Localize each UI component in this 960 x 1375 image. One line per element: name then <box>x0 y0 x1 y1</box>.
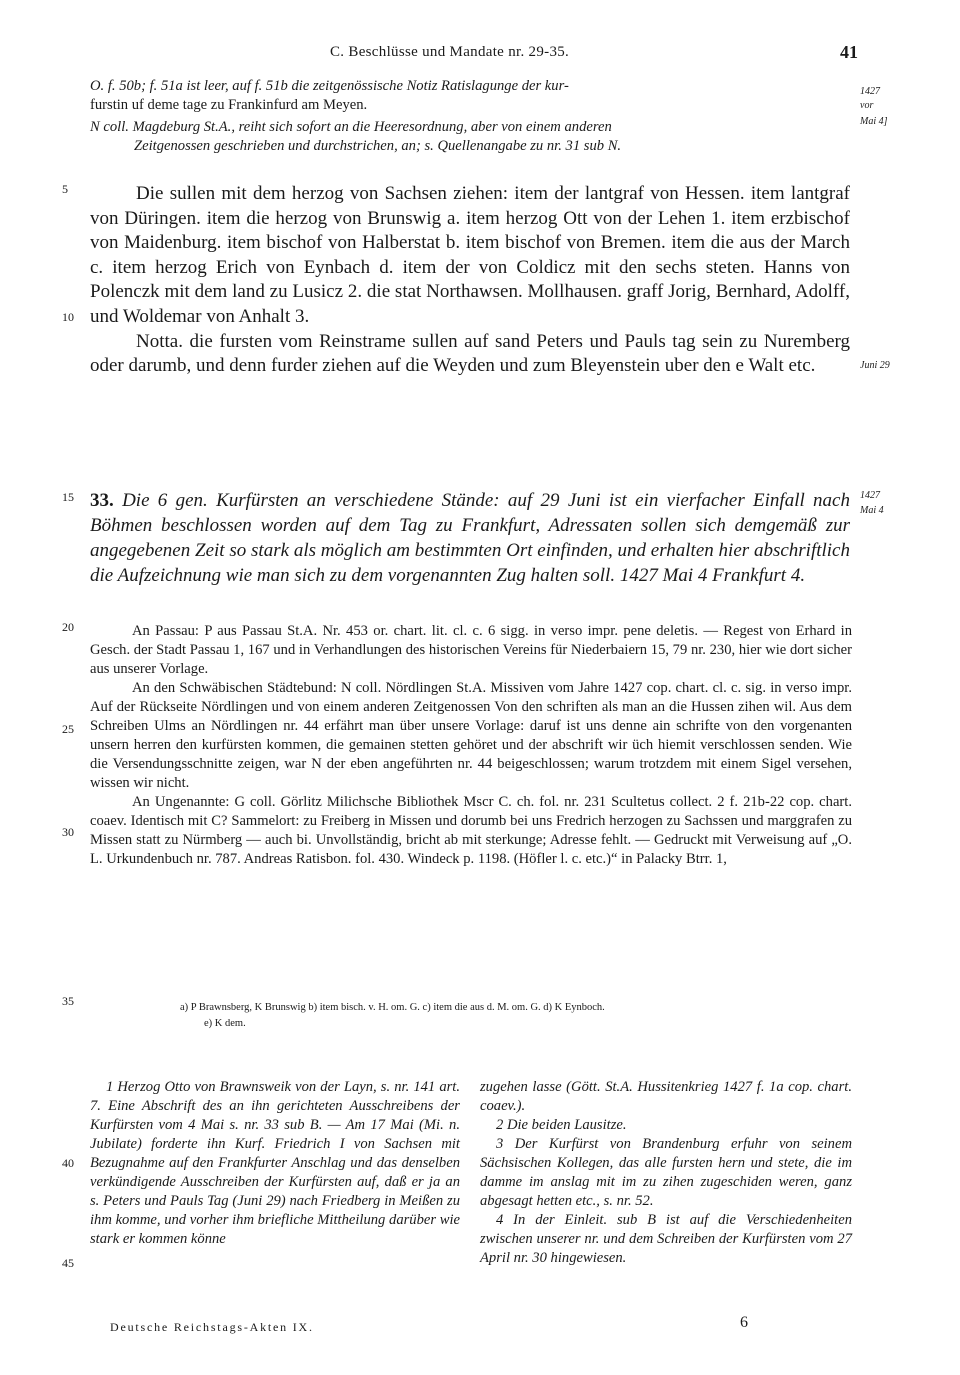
line-number: 45 <box>62 1256 74 1270</box>
footnote-2: 2 Die beiden Lausitze. <box>496 1117 627 1133</box>
margin-date: 1427 <box>860 86 880 97</box>
running-title: C. Beschlüsse und Mandate nr. 29-35. <box>330 44 570 60</box>
source-note-line: Zeitgenossen geschrieben und durchstrichen, an; s. Quellenangabe zu nr. 31 sub N. <box>134 138 622 154</box>
line-number: 30 <box>62 825 74 839</box>
archival-notes <box>90 622 852 869</box>
line-number: 15 <box>62 490 74 504</box>
margin-date: Juni 29 <box>860 360 890 371</box>
regest-33 <box>90 488 850 588</box>
source-note-line: N coll. Magdeburg St.A., reiht sich sofort an die Heeresordnung, aber von einem anderen <box>90 119 612 135</box>
line-number: 35 <box>62 994 74 1008</box>
archival-passau: An Passau: P aus Passau St.A. Nr. 453 or. chart. lit. cl. c. 6 sigg. in verso impr. pene deletis. — Regest von Erhard in Gesch. der Stadt Passau 1, 167 und in Verhandlungen des historischen Vereins für Niederbaiern 15, 79 nr. 230, hier wie dort sicher aus unserer Vorlage. <box>90 623 852 677</box>
line-number: 5 <box>62 182 68 196</box>
line-number: 40 <box>62 1156 74 1170</box>
source-note-line: furstin uf deme tage zu Frankinfurd am Meyen. <box>90 97 368 113</box>
line-number: 10 <box>62 310 74 324</box>
footnote-3: 3 Der Kurfürst von Brandenburg erfuhr von seinem Sächsischen Kollegen, das alle fursten hern und stete, die im damme im anslag mit im zu zihen zugeschiden weren, ganz abgesagt hetten etc., s. nr. 52. <box>480 1136 852 1209</box>
apparatus-line: a) P Brawnsberg, K Brunswig b) item bisch. v. H. om. G. c) item die aus d. M. om. G. d) K Eynboch. <box>180 1002 605 1013</box>
main-paragraph: Notta. die fursten vom Reinstrame sullen auf sand Peters und Pauls tag sein zu Nuremberg oder darumb, und denn furder ziehen auf die Weyden und zum Bleyenstein uber den e Walt etc. <box>90 330 850 377</box>
margin-date: Mai 4 <box>860 505 884 516</box>
margin-date: Mai 4] <box>860 116 888 127</box>
margin-date: vor <box>860 100 874 111</box>
page-number: 41 <box>840 42 858 62</box>
main-paragraph: Die sullen mit dem herzog von Sachsen ziehen: item der lantgraf von Hessen. item lantgraf von Düringen. item die herzog von Brunswig a. item herzog Ott von der Lehen 1. item erzbischof von Maidenburg. item bischof von Halberstat b. item bischof von Bremen. item die aus der March c. item herzog Erich von Eynbach d. item der von Coldicz mit den sechs steten. Hanns von Polenczk mit dem land zu Lusicz 2. die stat Northawsen. Mollhausen. graff Jorig, Bernhard, Adolff, und Woldemar von Anhalt 3. <box>90 183 850 327</box>
footnotes-left <box>90 1078 460 1249</box>
document-number: 33. <box>90 490 114 511</box>
archival-ungenannte: An Ungenannte: G coll. Görlitz Milichsche Bibliothek Mscr C. ch. fol. nr. 231 Scultetus collect. 2 f. 21b-22 cop. chart. coaev. Identisch mit C? Sammelort: zu Freiberg in Missen und dorumb bei uns Fredrich herzogen zu Sachssen und marggrafen zu Missen statt zu Nürmberg — auch bi. Unvollständig, bricht ab mit sterkunge; Adresse fehlt. — Gedruckt mit Verweisung auf „O. L. Urkundenbuch nr. 787. Andreas Ratisbon. fol. 430. Windeck p. 1198. (Höfler l. c. etc.)“ in Palacky Btrr. 1, <box>90 794 852 867</box>
footnotes-right <box>480 1078 852 1268</box>
footnote-1-cont: zugehen lasse (Gött. St.A. Hussitenkrieg 1427 f. 1a cop. chart. coaev.). <box>480 1079 852 1114</box>
archival-staedtebund: An den Schwäbischen Städtebund: N coll. Nördlingen St.A. Missiven vom Jahre 1427 cop. chart. cl. c. sig. in verso impr. Auf der Rückseite Nördlingen und von einem anderen Zeitgenossen Von den schriften als man an die Hussen zihen wil. Aus dem Schreiben Ulms an Nördlingen nr. 44 erfährt man über unsere Vorlage: daruf ist uns denne ain schrifte von den vorgenanten unsern herren den kurfürsten kommen, die gemainen stetten gehöret und der abschrift wir üch hiemit verschlossen senden. Wie die Versendungsschnitte zeigen, war N der eben angeführten nr. 44 beigeschlossen; warum trotzdem mit einem Sigel versehen, wissen wir nicht. <box>90 680 852 791</box>
footnote-4: 4 In der Einleit. sub B ist auf die Verschiedenheiten zwischen unserer nr. und dem Schreiben der Kurfürsten vom 27 April nr. 30 hingewiesen. <box>480 1212 852 1266</box>
source-note-line: O. f. 50b; f. 51a ist leer, auf f. 51b die zeitgenössische Notiz Ratislagunge der kur- <box>90 78 569 94</box>
line-number: 25 <box>62 722 74 736</box>
line-number: 20 <box>62 620 74 634</box>
regest-text: Die 6 gen. Kurfürsten an verschiedene Stände: auf 29 Juni ist ein vierfacher Einfall nach Böhmen beschlossen worden auf dem Tag zu Frankfurt, Adressaten sollen sich demgemäß zur angegebenen Zeit so stark als möglich am bestimmten Ort einfinden, und erhalten hier abschriftlich die Aufzeichnung wie man sich zu dem vorgenannten Zug halten soll. 1427 Mai 4 Frankfurt 4. <box>90 490 850 586</box>
series-footer: Deutsche Reichstags-Akten IX. <box>110 1320 314 1334</box>
apparatus-line: e) K dem. <box>204 1018 246 1029</box>
sheet-signature: 6 <box>740 1314 748 1331</box>
main-text <box>90 182 850 379</box>
critical-apparatus <box>180 1000 860 1032</box>
margin-date: 1427 <box>860 490 880 501</box>
footnote-1: 1 Herzog Otto von Brawnsweik von der Layn, s. nr. 141 art. 7. Eine Abschrift des an ihn gerichteten Ausschreibens der Kurfürsten vom 4 Mai s. nr. 33 sub B. — Am 17 Mai (Mi. n. Jubilate) forderte ihn Kurf. Friedrich I von Sachsen mit Bezugnahme auf den Frankfurter Anschlag und das denselben verkündigende Ausschreiben der Kurfürsten auf, daß er ja an s. Peters und Pauls Tag (Juni 29) nach Friedberg in Meißen zu ihm komme, und vorher ihm briefliche Mittheilung darüber wie stark er kommen könne <box>90 1079 460 1247</box>
